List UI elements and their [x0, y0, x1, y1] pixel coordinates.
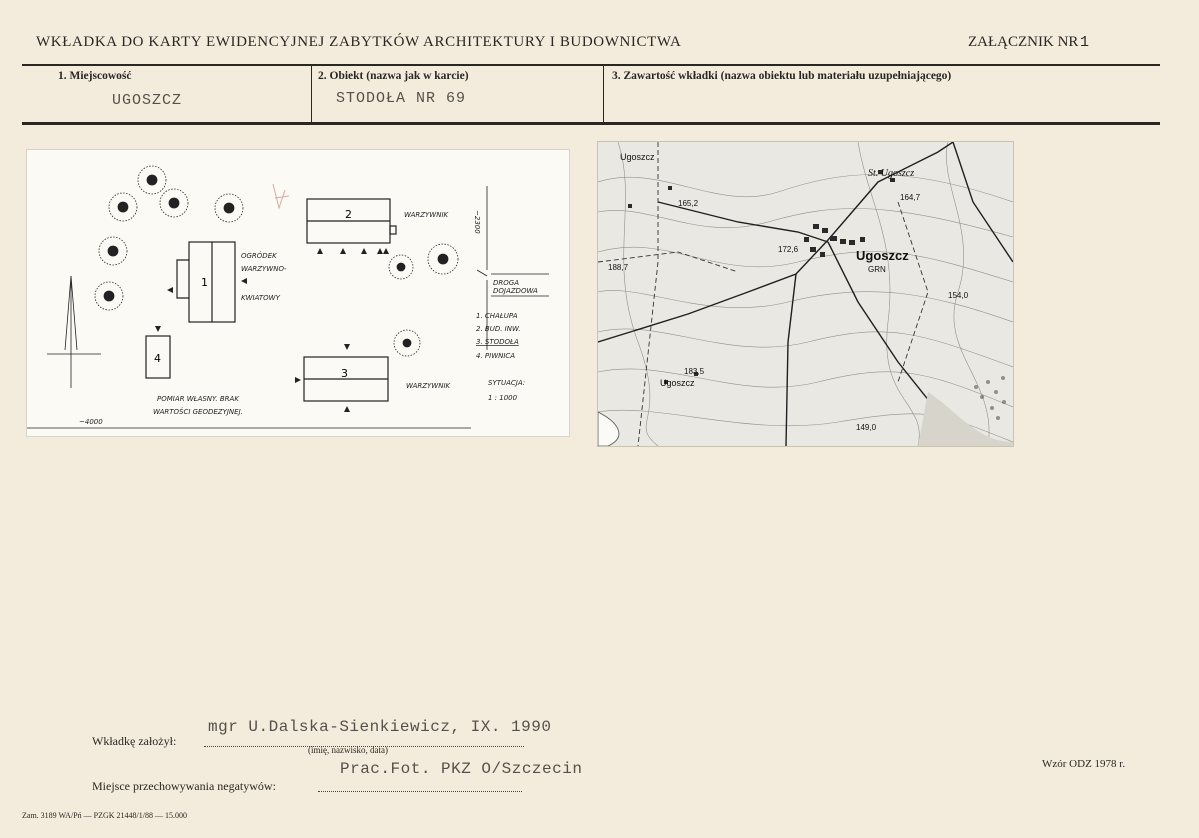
created-by-hint: (imię, nazwisko, data) [308, 745, 388, 755]
elevation-label: 154,0 [948, 291, 969, 300]
dimension-right: ~2300 [473, 210, 481, 234]
garden-label-top: WARZYWNIK [404, 211, 449, 219]
garden-label-bottom: WARZYWNIK [406, 382, 451, 390]
elevation-label: 149,0 [856, 423, 877, 432]
orchard-label-3: KWIATOWY [241, 294, 280, 302]
map-label-ugoszcz-main: Ugoszcz [856, 248, 909, 263]
document-title: WKŁADKA DO KARTY EWIDENCYJNEJ ZABYTKÓW ARCHITEKTURY I BUDOWNICTWA [36, 34, 682, 50]
site-sketch-photo [27, 150, 569, 436]
tree-icon [394, 330, 420, 356]
survey-lines [27, 186, 487, 428]
object-label: 2. Obiekt (nazwa jak w karcie) [318, 70, 469, 82]
road-label-1: DROGA [493, 279, 519, 287]
dimension-bottom: ~4000 [79, 418, 103, 426]
elevation-label: 183,5 [684, 367, 705, 376]
building-label-4: 4 [154, 352, 161, 365]
topographic-map [598, 142, 1013, 446]
elevation-label: 164,7 [900, 193, 921, 202]
elevation-label: 188,7 [608, 263, 629, 272]
storage-value: Prac.Fot. PKZ O/Szczecin [340, 760, 583, 778]
entrance-arrows-2 [317, 248, 389, 254]
tree-icon [109, 193, 137, 221]
header-top-rule [22, 64, 1160, 66]
legend-item-2: 2. BUD. INW. [476, 325, 521, 333]
road-label-2: DOJAZDOWA [493, 287, 538, 295]
legend-item-4: 4. PIWNICA [476, 352, 516, 360]
legend-item-3: 3. STODOŁA [476, 338, 519, 346]
entrance-arrow [344, 406, 350, 412]
locality-label: 1. Miejscowość [58, 70, 132, 82]
header-bottom-rule [22, 122, 1160, 125]
object-value: STODOŁA NR 69 [336, 90, 467, 107]
elevation-label: 172,6 [778, 245, 799, 254]
building-label-3: 3 [341, 367, 348, 380]
survey-note-2: WARTOŚCI GEODEZYJNEJ. [153, 408, 243, 416]
stamp-mark [273, 184, 289, 208]
map-label-st-ugoszcz: St. Ugoszcz [868, 168, 915, 179]
created-by-value: mgr U.Dalska-Sienkiewicz, IX. 1990 [208, 718, 552, 736]
storage-line [318, 791, 522, 792]
site-sketch [27, 150, 569, 436]
survey-note-1: POMIAR WŁASNY. BRAK [157, 395, 239, 403]
tree-icon [95, 282, 123, 310]
created-by-label: Wkładkę założył: [92, 734, 177, 748]
topographic-map-photo [598, 142, 1013, 446]
building-label-2: 2 [345, 208, 352, 221]
building-2 [307, 199, 396, 243]
annex-label: ZAŁĄCZNIK NR [968, 34, 1079, 50]
tree-icons [95, 166, 458, 356]
annex-number: 1 [1080, 34, 1090, 51]
map-label-ugoszcz-sw: Ugoszcz [660, 378, 695, 388]
orchard-label-1: OGRÓDEK [241, 252, 277, 260]
entrance-arrow [241, 278, 247, 284]
locality-value: UGOSZCZ [112, 92, 183, 109]
tree-icon [215, 194, 243, 222]
entrance-arrow [167, 287, 173, 293]
legend-item-1: 1. CHAŁUPA [476, 312, 518, 320]
form-model: Wzór ODZ 1978 r. [1042, 758, 1126, 770]
scale-label: 1 : 1000 [488, 394, 518, 402]
elevation-label: 165,2 [678, 199, 699, 208]
map-label-grn: GRN [868, 265, 886, 274]
column-divider-2 [603, 66, 604, 122]
entrance-arrow [155, 326, 161, 332]
print-info: Zam. 3189 WA/Pń — PZGK 21448/1/88 — 15.000 [22, 811, 187, 820]
building-label-1: 1 [201, 276, 208, 289]
contents-label: 3. Zawartość wkładki (nazwa obiektu lub materiału uzupełniającego) [612, 70, 952, 82]
column-divider-1 [311, 66, 312, 122]
tree-icon [138, 166, 166, 194]
situation-label: SYTUACJA: [488, 379, 526, 387]
orchard-label-2: WARZYWNO- [241, 265, 287, 273]
storage-label: Miejsce przechowywania negatywów: [92, 779, 276, 793]
tree-icon [389, 255, 413, 279]
map-label-ugoszcz-nw: Ugoszcz [620, 152, 655, 162]
entrance-arrow [295, 377, 301, 383]
tree-icon [99, 237, 127, 265]
tree-icon [428, 244, 458, 274]
tree-icon [160, 189, 188, 217]
entrance-arrow [344, 344, 350, 350]
